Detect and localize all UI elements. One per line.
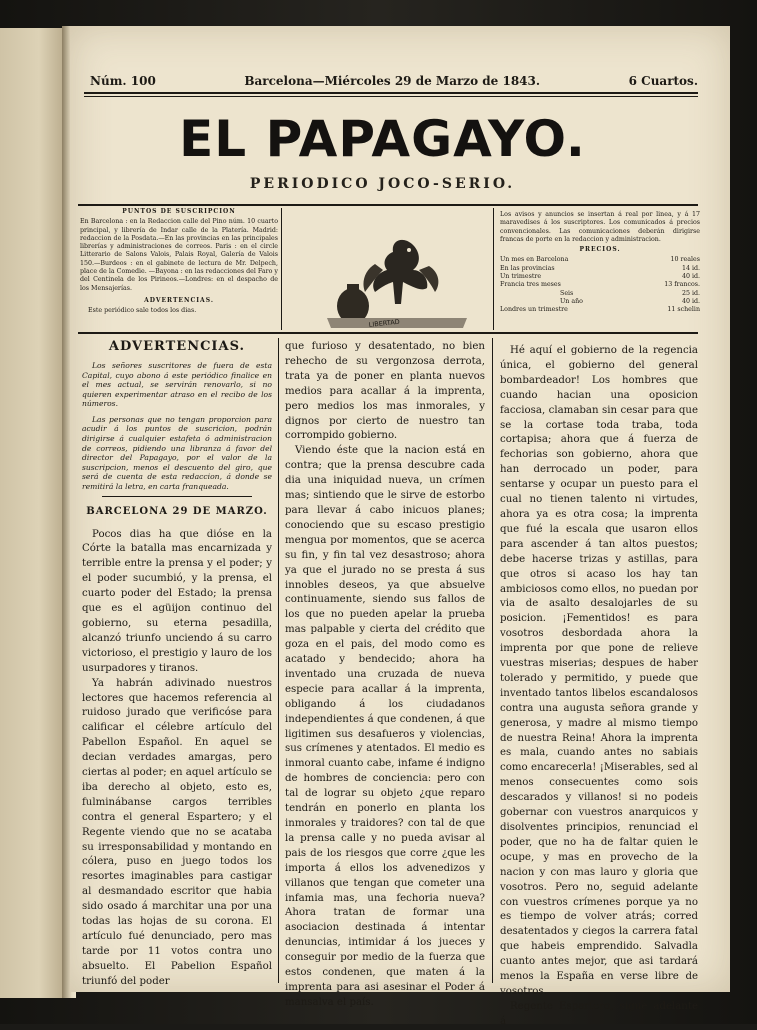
rates-intro: Los avisos y anuncios se insertan á real por linea, y á 17 maravedises á los suscriptores. Los comunicados á precios convencionales. Las comunicaciones deberán dirigirse francas de porte en la redaccion y administracion. [500, 211, 700, 243]
paragraph: Hé aquí el gobierno de la regencia única, el gobierno del general bombardeador! Los hombres que cuando hacian una oposicion facciosa, clamaban sin cesar para que se la cortase toda traba, toda cortapisa; ahora que á fuerza de fechorias son gobierno, ahora que han derrocado un poder, para sentarse y ocupar un puesto para el cual no tienen talento ni virtudes, ahora ya es otra cosa; la imprenta que fué la escala que usaron ellos para ascender á tan altos puestos; debe hacerse trizas y astillas, para que otros si acaso los hay tan ambiciosos como ellos, no puedan por via de asalto desalojarles de su posicion. ¡Fementidos! es para vosotros desbordada ahora la imprenta por que pone de relieve vuestras miserias; despues de haber tolerado y permitido, y puede que inventado tantos libelos escandalosos contra una augusta señora grande y generosa, y madre al mismo tiempo de nuestra Reina! Ahora la imprenta es mala, cuando antes no sabiais como encarecerla! ¡Miserables, sed al menos consecuentes como sois descarados y villanos! si no podeis gobernar con vuestros anarquicos y disolventes principios, renunciad el poder, que no ha de faltar quien le ocupe, y mas en provecho de la nacion y con mas lauro y gloria que vosotros. Pero no, seguid adelante con vuestros crímenes porque ya no es tiempo de volver atrás; corred desatentados y ciegos la carrera fatal que habeis emprendido. Salvadla cuanto antes mejor, que asi tardará menos la España en verse libre de vosotros. [500, 345, 698, 997]
column-separator-2 [492, 338, 493, 983]
banner-text: LIBERTAD [368, 317, 401, 329]
paragraph: que furioso y desatentado, no bien rehecho de su vergonzosa derrota, trata ya de poner en planta nuevos medios para acallar á la imprenta, pero medios los mas inmorales, y dignos por cierto de nuestro tan corrompido gobierno. [285, 341, 485, 442]
price-row [500, 256, 700, 264]
subscription-text: En Barcelona : en la Redaccion calle del Pino núm. 10 cuarto principal, y librería de Indar calle de la Platería. Madrid: redaccion de la Posdata.—En las provincias en las principales librerías y administraciones de correos. Paris : en el circle Litterario de Salons Valois, Palais Royal, Galería de Valois 150.—Burdeos : en el gabinete de lectura de Mr. Delpech, place de la Comedie. —Bayona : en las redacciones del Faro y del Centinela de los Pirineos.—Londres: en el despacho de los Mensajerías. [80, 218, 278, 292]
subscription-box [80, 208, 278, 326]
top-rule-thin [84, 96, 698, 97]
left-page-edge [0, 28, 66, 998]
column-3 [500, 344, 698, 1030]
parrot-perched-icon [363, 240, 438, 304]
dateline: Barcelona—Miércoles 29 de Marzo de 1843. [244, 74, 541, 88]
advertencias-heading: ADVERTENCIAS. [108, 339, 246, 354]
price-row [500, 290, 700, 298]
price-label: Francia tres meses [500, 281, 561, 289]
header-bottom-rule [78, 332, 698, 334]
paragraph: Regente Espartero, sigue adelante á [500, 1000, 698, 1027]
column-separator-1 [278, 338, 279, 983]
masthead-topline [90, 74, 698, 88]
issue-price: 6 Cuartos. [628, 74, 698, 88]
price-value: 40 id. [681, 273, 700, 281]
price-label: Seis [560, 289, 574, 297]
price-label: Un año [560, 297, 583, 305]
price-value: 25 id. [681, 289, 700, 297]
subscription-header: PUNTOS DE SUSCRIPCION [122, 208, 236, 215]
box-separator-left [281, 208, 282, 330]
newspaper-subtitle: PERIODICO JOCO-SERIO. [249, 176, 516, 192]
price-label: Un mes en Barcelona [500, 256, 569, 264]
top-rule [84, 92, 698, 94]
issue-number: Núm. 100 [90, 74, 156, 88]
paragraph: Ya habrán adivinado nuestros lectores que hacemos referencia al ruidoso jurado que verificóse para calificar el célebre artículo del Pabellon Español. En aquel se decian verdades amargas, pero ciertas al poder; en aquel artículo se iba derecho al objeto, esto es, fulminábanse cargos terribles contra el general Espartero; y el Regente viendo que no se acataba su irresponsabilidad y montando en cólera, puso en juego todos los resortes imaginables para castigar al desmandado escritor que habia sido osado á marchitar una por una todas las hojas de su corona. El artículo fué denunciado, pero mas tarde por 11 votos contra uno absuelto. El Pabelion Español triunfó del poder [82, 677, 272, 987]
section-rule [102, 496, 252, 497]
notice-2: Las personas que no tengan proporcion para acudir á los puntos de suscricion, podrán dirigirse á cualquier estafeta ó administracion de correos, pidiendo una libranza á favor del director del Papagayo, por el valor de la suscripcion, menos el descuento del giro, que será de cuenta de esta redaccion, á donde se remitirá la letra, en carta franqueada. [82, 414, 272, 492]
price-row [500, 281, 700, 289]
price-value: 10 reales [670, 256, 700, 264]
rates-box [500, 211, 700, 329]
price-row [500, 298, 700, 306]
subscription-adv-header: ADVERTENCIAS. [144, 296, 214, 304]
section-heading: BARCELONA 29 DE MARZO. [86, 505, 268, 517]
rates-header: PRECIOS. [579, 246, 621, 254]
price-label: En las provincias [500, 264, 555, 272]
price-label: Un trimestre [500, 273, 542, 281]
price-row [500, 306, 700, 314]
price-label: Londres un trimestre [500, 306, 568, 314]
notice-1: Los señores suscritores de fuera de esta Capital, cuyo abono á este periódico finalice en el mes actual, se servirán renovarlo, si no quieren experimentar atraso en el recibo de los números. [82, 360, 272, 409]
newspaper-page [70, 26, 730, 1027]
masthead-rule [78, 204, 698, 206]
column-1 [82, 338, 272, 990]
parrot-vignette [317, 226, 477, 336]
price-value: 11 schelin [667, 306, 700, 314]
column-2 [285, 340, 485, 1011]
price-value: 14 id. [681, 264, 700, 272]
subscription-adv-text: Este periódico sale todos los dias. [88, 307, 197, 315]
box-separator-right [493, 208, 494, 330]
paragraph: Viendo éste que la nacion está en contra; que la prensa descubre cada dia una iniquidad nueva, un crímen mas; sintiendo que le sirve de estorbo para llevar á cabo inicuos planes; conociendo que su escaso prestigio mengua por momentos, que se acerca su fin, y fin tal vez desastroso; ahora ya que el jurado no se presta á sus innobles deseos, ya que absuelve continuamente, siendo sus fallos de los que no pueden apelar la prueba mas palpable y cierta del crédito que goza en el pais, del modo como es acatado y bendecido; ahora ha inventado una cruzada de nueva especie para acallar á la imprenta, obligando á los ciudadanos independientes á que condenen, á que ligitimen sus desafueros y violencias, sus crímenes y atentados. El medio es inmoral cuanto cabe, infame é indigno de hombres de conciencia: pero con tal de lograr su objeto ¿que reparo tendrán en ponerlo en planta los inmorales y traidores? con tal de que la prensa calle y no pueda avisar al pais de los riesgos que corre ¿que les importa á ellos los advenedizos y villanos que tengan que cometer una infamia mas, una fechoria nueva? Ahora tratan de formar una asociacion destinada á intentar denuncias, intimidar á los jueces y conseguir por medio de la fuerza que estos condenen, que maten á la imprenta para asi asesinar el Poder á mansalva el país. [285, 445, 485, 1008]
paragraph: Pocos dias ha que dióse en la Córte la batalla mas encarnizada y terrible entre la prensa y el poder; y el poder sucumbió, y la prensa, el cuarto poder del Estado; la prensa que es el agüijon continuo del gobierno, su eterna pesadilla, alcanzó triunfo unciendo á su carro victorioso, el prestigio y lauro de los usurpadores y tiranos. [82, 528, 272, 674]
price-row [500, 265, 700, 273]
newspaper-title: EL PAPAGAYO. [179, 110, 586, 168]
price-value: 40 id. [681, 297, 700, 305]
price-value: 13 francos. [664, 281, 700, 289]
price-row [500, 273, 700, 281]
